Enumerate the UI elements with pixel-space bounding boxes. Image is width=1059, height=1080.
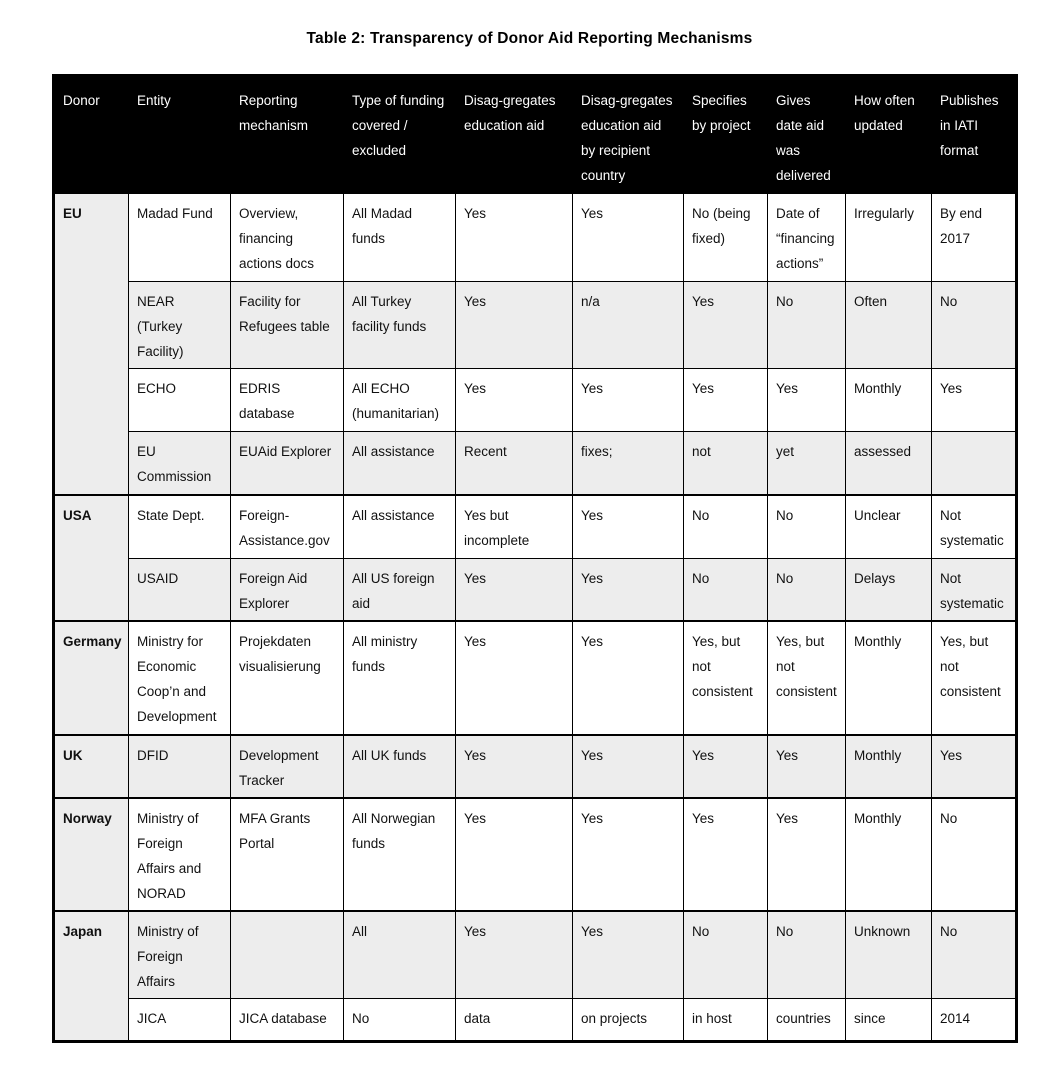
entity-cell: NEAR (Turkey Facility) xyxy=(129,281,231,368)
entity-cell: Ministry for Economic Coop’n and Development xyxy=(129,621,231,735)
disaggregates-by-country-cell: Yes xyxy=(573,911,684,999)
update-frequency-cell: assessed xyxy=(846,431,932,495)
reporting-mechanism-cell: Foreign-Assistance.gov xyxy=(231,495,344,558)
disaggregates-education-aid-cell: Yes xyxy=(456,193,573,281)
specifies-by-project-cell: Yes, but not consistent xyxy=(684,621,768,735)
header-donor: Donor xyxy=(54,76,129,194)
iati-format-cell: 2014 xyxy=(932,999,1017,1042)
disaggregates-education-aid-cell: Yes but incomplete xyxy=(456,495,573,558)
update-frequency-cell: Monthly xyxy=(846,798,932,911)
specifies-by-project-cell: in host xyxy=(684,999,768,1042)
reporting-mechanism-cell: Facility for Refugees table xyxy=(231,281,344,368)
reporting-mechanism-cell: EUAid Explorer xyxy=(231,431,344,495)
update-frequency-cell: Often xyxy=(846,281,932,368)
update-frequency-cell: Unclear xyxy=(846,495,932,558)
gives-date-cell: No xyxy=(768,281,846,368)
reporting-mechanism-cell: Development Tracker xyxy=(231,735,344,798)
header-disaggregates-education-aid: Disag-gregates education aid xyxy=(456,76,573,194)
update-frequency-cell: Delays xyxy=(846,558,932,621)
iati-format-cell: No xyxy=(932,281,1017,368)
update-frequency-cell: since xyxy=(846,999,932,1042)
funding-type-cell: All assistance xyxy=(344,431,456,495)
disaggregates-education-aid-cell: data xyxy=(456,999,573,1042)
disaggregates-by-country-cell: fixes; xyxy=(573,431,684,495)
update-frequency-cell: Unknown xyxy=(846,911,932,999)
entity-cell: Madad Fund xyxy=(129,193,231,281)
header-update-frequency: How often updated xyxy=(846,76,932,194)
disaggregates-by-country-cell: Yes xyxy=(573,621,684,735)
donor-cell: UK xyxy=(54,735,129,798)
header-gives-date: Gives date aid was delivered xyxy=(768,76,846,194)
specifies-by-project-cell: Yes xyxy=(684,735,768,798)
gives-date-cell: No xyxy=(768,558,846,621)
table-row xyxy=(54,368,1017,431)
table-row xyxy=(54,431,1017,495)
header-reporting-mechanism: Reporting mechanism xyxy=(231,76,344,194)
gives-date-cell: Yes xyxy=(768,798,846,911)
header-iati-format: Publishes in IATI format xyxy=(932,76,1017,194)
gives-date-cell: yet xyxy=(768,431,846,495)
update-frequency-cell: Monthly xyxy=(846,621,932,735)
reporting-mechanism-cell: EDRIS database xyxy=(231,368,344,431)
iati-format-cell xyxy=(932,431,1017,495)
gives-date-cell: Yes xyxy=(768,735,846,798)
iati-format-cell: Not systematic xyxy=(932,495,1017,558)
specifies-by-project-cell: Yes xyxy=(684,368,768,431)
gives-date-cell: Yes xyxy=(768,368,846,431)
reporting-mechanism-cell: Projekdaten visualisierung xyxy=(231,621,344,735)
table-title: Table 2: Transparency of Donor Aid Reporting Mechanisms xyxy=(306,30,753,47)
update-frequency-cell: Irregularly xyxy=(846,193,932,281)
disaggregates-education-aid-cell: Yes xyxy=(456,798,573,911)
specifies-by-project-cell: No xyxy=(684,911,768,999)
reporting-mechanism-cell: MFA Grants Portal xyxy=(231,798,344,911)
reporting-mechanism-cell: Foreign Aid Explorer xyxy=(231,558,344,621)
donor-cell: Norway xyxy=(54,798,129,911)
specifies-by-project-cell: No (being fixed) xyxy=(684,193,768,281)
gives-date-cell: No xyxy=(768,495,846,558)
reporting-mechanism-cell xyxy=(231,911,344,999)
entity-cell: ECHO xyxy=(129,368,231,431)
disaggregates-by-country-cell: Yes xyxy=(573,193,684,281)
iati-format-cell: No xyxy=(932,798,1017,911)
iati-format-cell: By end 2017 xyxy=(932,193,1017,281)
table-row xyxy=(54,621,1017,735)
donor-cell: EU xyxy=(54,193,129,495)
funding-type-cell: All assistance xyxy=(344,495,456,558)
header-funding-type: Type of funding covered / excluded xyxy=(344,76,456,194)
disaggregates-education-aid-cell: Yes xyxy=(456,621,573,735)
header-disaggregates-by-country: Disag-gregates education aid by recipient country xyxy=(573,76,684,194)
disaggregates-education-aid-cell: Yes xyxy=(456,735,573,798)
donor-cell: USA xyxy=(54,495,129,621)
donor-cell: Japan xyxy=(54,911,129,1042)
table-row xyxy=(54,999,1017,1042)
iati-format-cell: Yes xyxy=(932,368,1017,431)
gives-date-cell: countries xyxy=(768,999,846,1042)
table-row xyxy=(54,193,1017,281)
disaggregates-education-aid-cell: Recent xyxy=(456,431,573,495)
update-frequency-cell: Monthly xyxy=(846,368,932,431)
table-row xyxy=(54,495,1017,558)
header-row xyxy=(54,76,1017,194)
funding-type-cell: All UK funds xyxy=(344,735,456,798)
funding-type-cell: All US foreign aid xyxy=(344,558,456,621)
specifies-by-project-cell: Yes xyxy=(684,798,768,911)
specifies-by-project-cell: No xyxy=(684,558,768,621)
table-row xyxy=(54,911,1017,999)
table-row xyxy=(54,558,1017,621)
disaggregates-by-country-cell: n/a xyxy=(573,281,684,368)
iati-format-cell: Yes xyxy=(932,735,1017,798)
disaggregates-education-aid-cell: Yes xyxy=(456,368,573,431)
gives-date-cell: Yes, but not consistent xyxy=(768,621,846,735)
entity-cell: DFID xyxy=(129,735,231,798)
disaggregates-by-country-cell: Yes xyxy=(573,798,684,911)
entity-cell: EU Commission xyxy=(129,431,231,495)
funding-type-cell: All Turkey facility funds xyxy=(344,281,456,368)
gives-date-cell: No xyxy=(768,911,846,999)
iati-format-cell: Yes, but not consistent xyxy=(932,621,1017,735)
header-specifies-by-project: Specifies by project xyxy=(684,76,768,194)
iati-format-cell: Not systematic xyxy=(932,558,1017,621)
entity-cell: Ministry of Foreign Affairs xyxy=(129,911,231,999)
specifies-by-project-cell: No xyxy=(684,495,768,558)
specifies-by-project-cell: not xyxy=(684,431,768,495)
table-row xyxy=(54,735,1017,798)
donor-aid-table xyxy=(52,74,1018,1043)
funding-type-cell: All xyxy=(344,911,456,999)
disaggregates-by-country-cell: Yes xyxy=(573,495,684,558)
funding-type-cell: All ECHO (humanitarian) xyxy=(344,368,456,431)
entity-cell: JICA xyxy=(129,999,231,1042)
disaggregates-by-country-cell: Yes xyxy=(573,735,684,798)
iati-format-cell: No xyxy=(932,911,1017,999)
entity-cell: Ministry of Foreign Affairs and NORAD xyxy=(129,798,231,911)
donor-cell: Germany xyxy=(54,621,129,735)
disaggregates-education-aid-cell: Yes xyxy=(456,281,573,368)
funding-type-cell: All ministry funds xyxy=(344,621,456,735)
gives-date-cell: Date of “financing actions” xyxy=(768,193,846,281)
reporting-mechanism-cell: JICA database xyxy=(231,999,344,1042)
disaggregates-by-country-cell: Yes xyxy=(573,368,684,431)
table-row xyxy=(54,281,1017,368)
funding-type-cell: All Norwegian funds xyxy=(344,798,456,911)
reporting-mechanism-cell: Overview, financing actions docs xyxy=(231,193,344,281)
entity-cell: USAID xyxy=(129,558,231,621)
disaggregates-by-country-cell: Yes xyxy=(573,558,684,621)
disaggregates-education-aid-cell: Yes xyxy=(456,911,573,999)
specifies-by-project-cell: Yes xyxy=(684,281,768,368)
update-frequency-cell: Monthly xyxy=(846,735,932,798)
entity-cell: State Dept. xyxy=(129,495,231,558)
table-row xyxy=(54,798,1017,911)
disaggregates-by-country-cell: on projects xyxy=(573,999,684,1042)
disaggregates-education-aid-cell: Yes xyxy=(456,558,573,621)
funding-type-cell: All Madad funds xyxy=(344,193,456,281)
header-entity: Entity xyxy=(129,76,231,194)
funding-type-cell: No xyxy=(344,999,456,1042)
